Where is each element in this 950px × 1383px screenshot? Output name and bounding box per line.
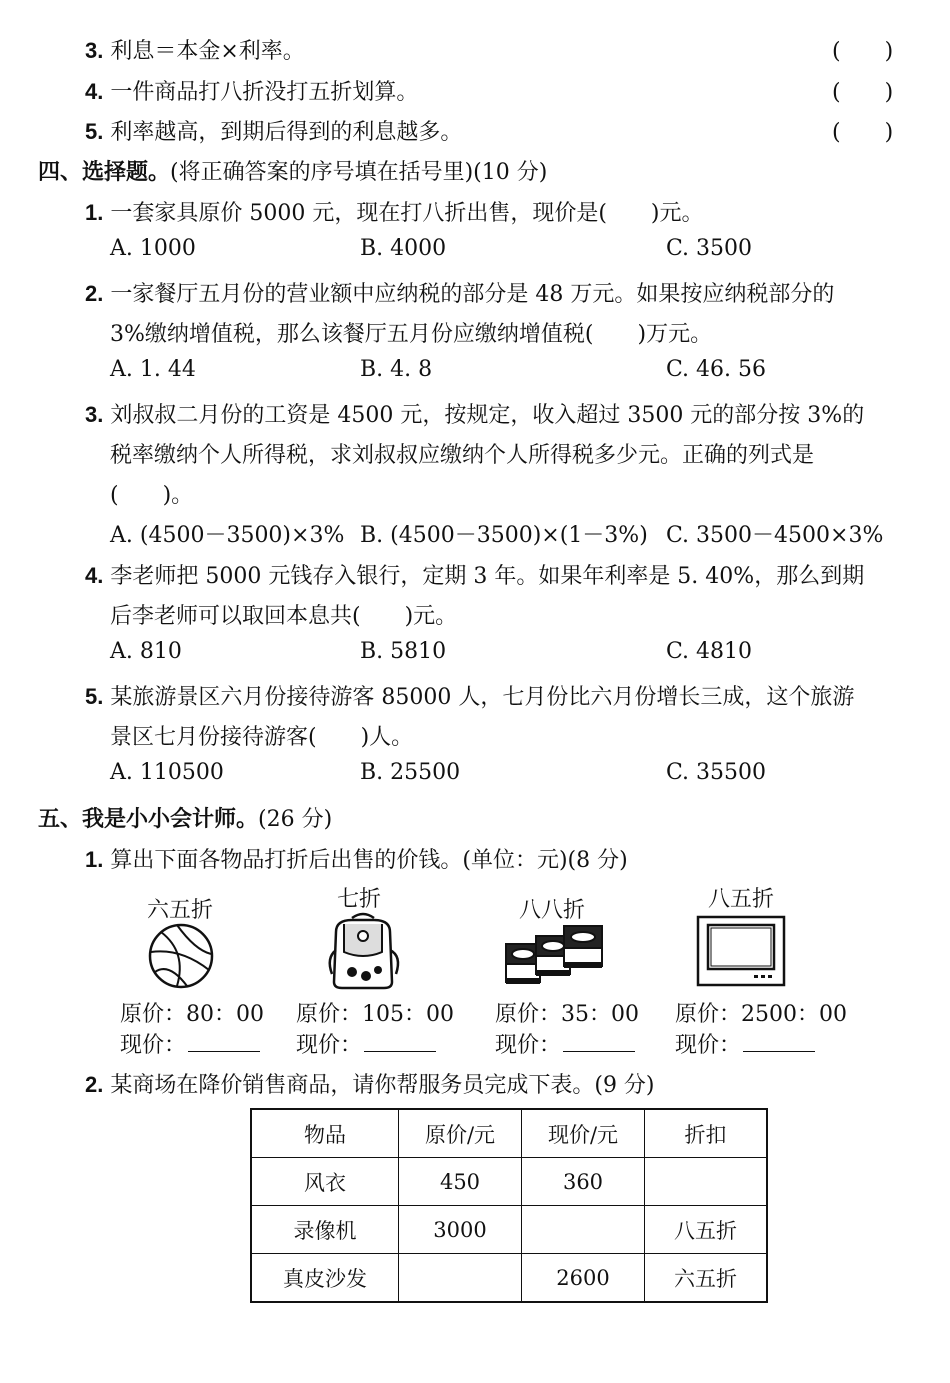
option-a[interactable]: A. (4500－3500)×3% bbox=[110, 523, 345, 548]
question-text: 一件商品打八折没打五折划算。 bbox=[110, 80, 419, 105]
table-header: 折扣 bbox=[645, 1109, 768, 1158]
table-header: 现价/元 bbox=[522, 1109, 645, 1158]
option-c[interactable]: C. 35500 bbox=[666, 760, 767, 785]
question-text: 刘叔叔二月份的工资是 4500 元，按规定，收入超过 3500 元的部分按 3%的 bbox=[110, 403, 865, 428]
judge-item-4 bbox=[85, 75, 418, 106]
current-price-label: 现价： bbox=[495, 1033, 562, 1058]
question-number: 2. bbox=[85, 1072, 104, 1097]
question-text: 一套家具原价 5000 元，现在打八折出售，现价是( )元。 bbox=[110, 201, 704, 226]
discount-label: 七折 bbox=[337, 887, 382, 912]
section-title: 五、我是小小会计师。 bbox=[38, 807, 259, 832]
current-price bbox=[296, 1028, 436, 1059]
option-a[interactable]: A. 1. 44 bbox=[110, 357, 196, 382]
table-cell: 360 bbox=[522, 1158, 645, 1206]
question-text: 某商场在降价销售商品，请你帮服务员完成下表。(9 分) bbox=[110, 1073, 655, 1098]
choice-question-2 bbox=[85, 277, 834, 308]
question-number: 5. bbox=[85, 684, 104, 709]
discount-label: 八八折 bbox=[519, 898, 586, 923]
choice-question-1 bbox=[85, 196, 704, 227]
answer-paren[interactable]: ( ) bbox=[832, 120, 894, 145]
original-price: 原价：80：00 bbox=[120, 1002, 264, 1027]
question-text: 李老师把 5000 元钱存入银行，定期 3 年。如果年利率是 5. 40%，那么到期 bbox=[110, 564, 865, 589]
original-price: 原价：105：00 bbox=[296, 1002, 454, 1027]
option-b[interactable]: B. 4000 bbox=[360, 236, 447, 261]
question-text-line: ( )。 bbox=[110, 483, 194, 508]
discount-label: 八五折 bbox=[708, 887, 775, 912]
option-b[interactable]: B. 4. 8 bbox=[360, 357, 433, 382]
judge-item-5 bbox=[85, 115, 462, 146]
option-c[interactable]: C. 3500－4500×3% bbox=[666, 523, 884, 548]
question-text: 某旅游景区六月份接待游客 85000 人，七月份比六月份增长三成，这个旅游 bbox=[110, 685, 855, 710]
question-text: 算出下面各物品打折后出售的价钱。(单位：元)(8 分) bbox=[110, 848, 628, 873]
question-number: 1. bbox=[85, 200, 104, 225]
table-cell: 录像机 bbox=[251, 1206, 399, 1254]
table-cell-blank[interactable] bbox=[522, 1206, 645, 1254]
option-c[interactable]: C. 3500 bbox=[666, 236, 753, 261]
option-b[interactable]: B. 25500 bbox=[360, 760, 461, 785]
question-text-line: 税率缴纳个人所得税，求刘叔叔应缴纳个人所得税多少元。正确的列式是 bbox=[110, 443, 815, 468]
current-price bbox=[675, 1028, 815, 1059]
table-row bbox=[251, 1254, 767, 1303]
question-number: 3. bbox=[85, 402, 104, 427]
question-number: 4. bbox=[85, 563, 104, 588]
backpack-icon bbox=[322, 910, 404, 990]
question-text-line: 后李老师可以取回本息共( )元。 bbox=[110, 604, 458, 629]
table-cell: 八五折 bbox=[645, 1206, 768, 1254]
price-table bbox=[250, 1108, 768, 1303]
section-score: (26 分) bbox=[258, 807, 333, 832]
question-text: 利率越高，到期后得到的利息越多。 bbox=[110, 120, 463, 145]
choice-question-3 bbox=[85, 398, 864, 429]
table-cell-blank[interactable] bbox=[399, 1254, 522, 1303]
option-a[interactable]: A. 810 bbox=[110, 639, 182, 664]
table-cell-blank[interactable] bbox=[645, 1158, 768, 1206]
section-4-heading bbox=[38, 155, 547, 186]
question-number: 5. bbox=[85, 119, 104, 144]
table-cell: 六五折 bbox=[645, 1254, 768, 1303]
section-note: (将正确答案的序号填在括号里)(10 分) bbox=[170, 160, 548, 185]
table-header: 原价/元 bbox=[399, 1109, 522, 1158]
option-b[interactable]: B. (4500－3500)×(1－3%) bbox=[360, 523, 648, 548]
section-5-heading bbox=[38, 802, 332, 833]
table-cell: 真皮沙发 bbox=[251, 1254, 399, 1303]
current-price-label: 现价： bbox=[675, 1033, 742, 1058]
question-text: 一家餐厅五月份的营业额中应纳税的部分是 48 万元。如果按应纳税部分的 bbox=[110, 282, 835, 307]
table-cell: 3000 bbox=[399, 1206, 522, 1254]
table-header: 物品 bbox=[251, 1109, 399, 1158]
choice-question-5 bbox=[85, 680, 854, 711]
current-price-label: 现价： bbox=[120, 1033, 187, 1058]
original-price: 原价：2500：00 bbox=[675, 1002, 847, 1027]
table-cell: 450 bbox=[399, 1158, 522, 1206]
choice-question-4 bbox=[85, 559, 864, 590]
current-price-label: 现价： bbox=[296, 1033, 363, 1058]
judge-item-3 bbox=[85, 34, 305, 65]
table-row bbox=[251, 1206, 767, 1254]
option-a[interactable]: A. 1000 bbox=[110, 236, 196, 261]
car-boxes-icon bbox=[502, 922, 608, 988]
answer-paren[interactable]: ( ) bbox=[832, 39, 894, 64]
option-a[interactable]: A. 110500 bbox=[110, 760, 224, 785]
question-number: 3. bbox=[85, 38, 104, 63]
question-text-line: 景区七月份接待游客( )人。 bbox=[110, 725, 414, 750]
table-header-row bbox=[251, 1109, 767, 1158]
accountant-question-1 bbox=[85, 843, 628, 874]
answer-blank[interactable] bbox=[563, 1031, 635, 1052]
answer-paren[interactable]: ( ) bbox=[832, 80, 894, 105]
section-title: 四、选择题。 bbox=[38, 160, 171, 185]
option-c[interactable]: C. 4810 bbox=[666, 639, 753, 664]
question-number: 4. bbox=[85, 79, 104, 104]
table-cell: 风衣 bbox=[251, 1158, 399, 1206]
question-text-line: 3%缴纳增值税，那么该餐厅五月份应缴纳增值税( )万元。 bbox=[110, 322, 713, 347]
table-cell: 2600 bbox=[522, 1254, 645, 1303]
question-number: 2. bbox=[85, 281, 104, 306]
table-row bbox=[251, 1158, 767, 1206]
current-price bbox=[495, 1028, 635, 1059]
accountant-question-2 bbox=[85, 1068, 655, 1099]
basketball-icon bbox=[147, 922, 215, 990]
answer-blank[interactable] bbox=[743, 1031, 815, 1052]
current-price bbox=[120, 1028, 260, 1059]
question-text: 利息＝本金×利率。 bbox=[110, 39, 305, 64]
question-number: 1. bbox=[85, 847, 104, 872]
original-price: 原价：35：00 bbox=[495, 1002, 639, 1027]
discount-label: 六五折 bbox=[147, 898, 214, 923]
answer-blank[interactable] bbox=[188, 1031, 260, 1052]
option-b[interactable]: B. 5810 bbox=[360, 639, 447, 664]
answer-blank[interactable] bbox=[364, 1031, 436, 1052]
option-c[interactable]: C. 46. 56 bbox=[666, 357, 767, 382]
tv-icon bbox=[696, 915, 786, 987]
